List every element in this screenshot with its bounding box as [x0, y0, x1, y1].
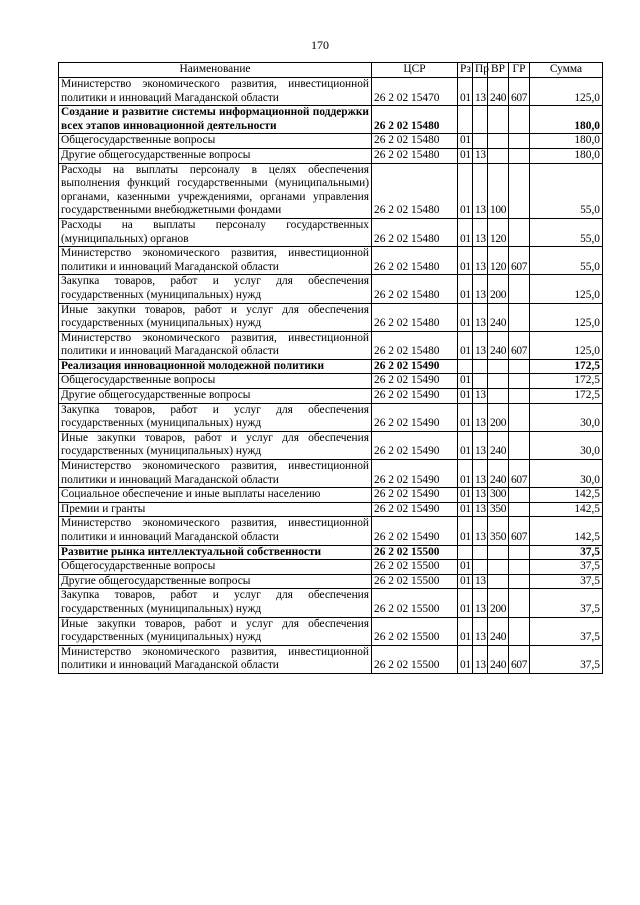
cell-pr: 13	[473, 645, 488, 673]
cell-gr	[509, 488, 530, 503]
header-csr: ЦСР	[372, 63, 458, 78]
cell-sum: 180,0	[530, 106, 603, 134]
cell-gr	[509, 403, 530, 431]
cell-vr: 100	[488, 163, 509, 218]
cell-name: Министерство экономического развития, инвестиционной политики и инноваций Магаданской области	[59, 247, 372, 275]
table-row	[59, 148, 603, 163]
cell-name: Общегосударственные вопросы	[59, 134, 372, 149]
header-rz: Рз	[458, 63, 473, 78]
cell-pr: 13	[473, 617, 488, 645]
table-header-row	[59, 63, 603, 78]
cell-rz	[458, 545, 473, 560]
cell-name: Реализация инновационной молодежной политики	[59, 359, 372, 374]
cell-csr: 26 2 02 15500	[372, 645, 458, 673]
cell-csr: 26 2 02 15490	[372, 460, 458, 488]
cell-sum: 37,5	[530, 560, 603, 575]
cell-csr: 26 2 02 15480	[372, 303, 458, 331]
cell-rz	[458, 106, 473, 134]
cell-sum: 142,5	[530, 488, 603, 503]
cell-rz	[458, 359, 473, 374]
cell-gr: 607	[509, 331, 530, 359]
cell-name: Другие общегосударственные вопросы	[59, 574, 372, 589]
cell-sum: 180,0	[530, 148, 603, 163]
table-row	[59, 134, 603, 149]
cell-gr: 607	[509, 78, 530, 106]
cell-sum: 30,0	[530, 403, 603, 431]
cell-gr	[509, 431, 530, 459]
cell-name: Другие общегосударственные вопросы	[59, 148, 372, 163]
cell-gr: 607	[509, 247, 530, 275]
cell-csr: 26 2 02 15480	[372, 331, 458, 359]
table-row	[59, 374, 603, 389]
table-row	[59, 488, 603, 503]
cell-pr: 13	[473, 502, 488, 517]
table-row	[59, 517, 603, 545]
cell-csr: 26 2 02 15490	[372, 431, 458, 459]
cell-sum: 37,5	[530, 617, 603, 645]
cell-vr	[488, 374, 509, 389]
cell-gr	[509, 303, 530, 331]
cell-vr	[488, 106, 509, 134]
table-row	[59, 78, 603, 106]
cell-vr: 240	[488, 617, 509, 645]
cell-rz: 01	[458, 331, 473, 359]
cell-gr: 607	[509, 645, 530, 673]
cell-rz: 01	[458, 303, 473, 331]
cell-rz: 01	[458, 403, 473, 431]
table-row	[59, 218, 603, 246]
cell-vr: 300	[488, 488, 509, 503]
cell-gr	[509, 617, 530, 645]
cell-vr	[488, 574, 509, 589]
cell-gr	[509, 359, 530, 374]
table-row	[59, 389, 603, 404]
cell-csr: 26 2 02 15500	[372, 617, 458, 645]
cell-csr: 26 2 02 15490	[372, 359, 458, 374]
page-number: 170	[311, 38, 329, 52]
cell-rz: 01	[458, 645, 473, 673]
table-row	[59, 106, 603, 134]
cell-name: Закупка товаров, работ и услуг для обеспечения государственных (муниципальных) нужд	[59, 403, 372, 431]
cell-pr	[473, 359, 488, 374]
cell-gr	[509, 275, 530, 303]
cell-sum: 142,5	[530, 517, 603, 545]
table-row	[59, 403, 603, 431]
cell-name: Министерство экономического развития, инвестиционной политики и инноваций Магаданской области	[59, 78, 372, 106]
cell-rz: 01	[458, 247, 473, 275]
cell-pr: 13	[473, 247, 488, 275]
cell-csr: 26 2 02 15490	[372, 403, 458, 431]
cell-gr	[509, 545, 530, 560]
cell-rz: 01	[458, 460, 473, 488]
cell-name: Министерство экономического развития, инвестиционной политики и инноваций Магаданской области	[59, 460, 372, 488]
cell-rz: 01	[458, 431, 473, 459]
cell-vr: 240	[488, 431, 509, 459]
cell-vr: 200	[488, 589, 509, 617]
cell-pr: 13	[473, 78, 488, 106]
cell-rz: 01	[458, 218, 473, 246]
cell-csr: 26 2 02 15480	[372, 247, 458, 275]
table-row	[59, 275, 603, 303]
cell-pr: 13	[473, 275, 488, 303]
cell-name: Министерство экономического развития, инвестиционной политики и инноваций Магаданской области	[59, 517, 372, 545]
cell-sum: 37,5	[530, 645, 603, 673]
cell-vr: 350	[488, 517, 509, 545]
cell-rz: 01	[458, 502, 473, 517]
cell-sum: 172,5	[530, 359, 603, 374]
cell-sum: 125,0	[530, 78, 603, 106]
header-vr: ВР	[488, 63, 509, 78]
table-row	[59, 574, 603, 589]
header-name: Наименование	[59, 63, 372, 78]
cell-name: Социальное обеспечение и иные выплаты населению	[59, 488, 372, 503]
cell-sum: 172,5	[530, 374, 603, 389]
table-row	[59, 247, 603, 275]
cell-gr	[509, 574, 530, 589]
table-row	[59, 460, 603, 488]
cell-rz: 01	[458, 374, 473, 389]
table-row	[59, 645, 603, 673]
cell-name: Другие общегосударственные вопросы	[59, 389, 372, 404]
cell-name: Общегосударственные вопросы	[59, 560, 372, 575]
cell-gr	[509, 502, 530, 517]
cell-rz: 01	[458, 148, 473, 163]
cell-csr: 26 2 02 15480	[372, 275, 458, 303]
cell-pr	[473, 545, 488, 560]
cell-pr: 13	[473, 574, 488, 589]
cell-csr: 26 2 02 15480	[372, 148, 458, 163]
cell-rz: 01	[458, 78, 473, 106]
cell-sum: 55,0	[530, 247, 603, 275]
header-sum: Сумма	[530, 63, 603, 78]
cell-csr: 26 2 02 15470	[372, 78, 458, 106]
cell-sum: 172,5	[530, 389, 603, 404]
cell-csr: 26 2 02 15500	[372, 560, 458, 575]
cell-pr: 13	[473, 488, 488, 503]
cell-pr: 13	[473, 460, 488, 488]
cell-rz: 01	[458, 163, 473, 218]
cell-csr: 26 2 02 15490	[372, 517, 458, 545]
cell-vr: 240	[488, 303, 509, 331]
cell-name: Иные закупки товаров, работ и услуг для обеспечения государственных (муниципальных) нужд	[59, 617, 372, 645]
cell-name: Министерство экономического развития, инвестиционной политики и инноваций Магаданской области	[59, 331, 372, 359]
table-row	[59, 560, 603, 575]
cell-gr	[509, 374, 530, 389]
cell-rz: 01	[458, 574, 473, 589]
cell-pr: 13	[473, 303, 488, 331]
cell-pr: 13	[473, 163, 488, 218]
cell-vr	[488, 148, 509, 163]
cell-vr: 240	[488, 460, 509, 488]
cell-vr: 240	[488, 78, 509, 106]
cell-vr: 240	[488, 645, 509, 673]
cell-gr: 607	[509, 460, 530, 488]
cell-pr	[473, 134, 488, 149]
cell-vr	[488, 560, 509, 575]
table-row	[59, 545, 603, 560]
table-row	[59, 589, 603, 617]
cell-vr: 200	[488, 275, 509, 303]
cell-pr	[473, 560, 488, 575]
cell-name: Создание и развитие системы информационной поддержки всех этапов инновационной деятельности	[59, 106, 372, 134]
table-row	[59, 431, 603, 459]
cell-name: Общегосударственные вопросы	[59, 374, 372, 389]
budget-table	[58, 62, 603, 674]
table-row	[59, 303, 603, 331]
cell-name: Премии и гранты	[59, 502, 372, 517]
cell-vr: 120	[488, 247, 509, 275]
cell-csr: 26 2 02 15480	[372, 218, 458, 246]
table-row	[59, 359, 603, 374]
cell-vr: 120	[488, 218, 509, 246]
cell-sum: 125,0	[530, 275, 603, 303]
cell-pr	[473, 106, 488, 134]
cell-pr: 13	[473, 589, 488, 617]
cell-pr: 13	[473, 331, 488, 359]
table-row	[59, 163, 603, 218]
cell-pr: 13	[473, 517, 488, 545]
cell-pr: 13	[473, 148, 488, 163]
cell-name: Закупка товаров, работ и услуг для обеспечения государственных (муниципальных) нужд	[59, 589, 372, 617]
cell-pr	[473, 374, 488, 389]
cell-rz: 01	[458, 488, 473, 503]
cell-vr	[488, 389, 509, 404]
cell-gr	[509, 106, 530, 134]
table-row	[59, 331, 603, 359]
cell-sum: 55,0	[530, 218, 603, 246]
cell-vr: 200	[488, 403, 509, 431]
cell-csr: 26 2 02 15490	[372, 488, 458, 503]
cell-gr: 607	[509, 517, 530, 545]
cell-vr	[488, 545, 509, 560]
cell-sum: 37,5	[530, 545, 603, 560]
cell-gr	[509, 389, 530, 404]
cell-rz: 01	[458, 134, 473, 149]
cell-sum: 37,5	[530, 574, 603, 589]
cell-pr: 13	[473, 218, 488, 246]
cell-sum: 30,0	[530, 431, 603, 459]
cell-name: Иные закупки товаров, работ и услуг для обеспечения государственных (муниципальных) нужд	[59, 431, 372, 459]
cell-rz: 01	[458, 617, 473, 645]
cell-pr: 13	[473, 403, 488, 431]
cell-csr: 26 2 02 15490	[372, 389, 458, 404]
cell-rz: 01	[458, 560, 473, 575]
cell-name: Иные закупки товаров, работ и услуг для обеспечения государственных (муниципальных) нужд	[59, 303, 372, 331]
cell-vr	[488, 134, 509, 149]
cell-name: Министерство экономического развития, инвестиционной политики и инноваций Магаданской области	[59, 645, 372, 673]
cell-gr	[509, 163, 530, 218]
cell-csr: 26 2 02 15500	[372, 574, 458, 589]
cell-sum: 142,5	[530, 502, 603, 517]
cell-csr: 26 2 02 15480	[372, 106, 458, 134]
cell-csr: 26 2 02 15480	[372, 163, 458, 218]
cell-vr: 350	[488, 502, 509, 517]
cell-sum: 125,0	[530, 331, 603, 359]
table-body	[59, 78, 603, 674]
cell-csr: 26 2 02 15500	[372, 545, 458, 560]
cell-gr	[509, 560, 530, 575]
cell-gr	[509, 148, 530, 163]
cell-sum: 30,0	[530, 460, 603, 488]
cell-rz: 01	[458, 517, 473, 545]
cell-csr: 26 2 02 15490	[372, 374, 458, 389]
cell-csr: 26 2 02 15480	[372, 134, 458, 149]
header-pr: Пр	[473, 63, 488, 78]
cell-rz: 01	[458, 589, 473, 617]
cell-name: Закупка товаров, работ и услуг для обеспечения государственных (муниципальных) нужд	[59, 275, 372, 303]
cell-pr: 13	[473, 431, 488, 459]
cell-rz: 01	[458, 275, 473, 303]
cell-vr	[488, 359, 509, 374]
cell-rz: 01	[458, 389, 473, 404]
cell-sum: 55,0	[530, 163, 603, 218]
cell-csr: 26 2 02 15490	[372, 502, 458, 517]
cell-gr	[509, 218, 530, 246]
cell-name: Развитие рынка интеллектуальной собственности	[59, 545, 372, 560]
cell-csr: 26 2 02 15500	[372, 589, 458, 617]
cell-name: Расходы на выплаты персоналу государственных (муниципальных) органов	[59, 218, 372, 246]
cell-sum: 125,0	[530, 303, 603, 331]
cell-gr	[509, 134, 530, 149]
table-row	[59, 617, 603, 645]
cell-sum: 180,0	[530, 134, 603, 149]
header-gr: ГР	[509, 63, 530, 78]
cell-gr	[509, 589, 530, 617]
cell-vr: 240	[488, 331, 509, 359]
cell-sum: 37,5	[530, 589, 603, 617]
cell-name: Расходы на выплаты персоналу в целях обеспечения выполнения функций государственными (муниципальными) органами, казенными учреждениями, органами управления государственными внебюджетными фондами	[59, 163, 372, 218]
table-row	[59, 502, 603, 517]
cell-pr: 13	[473, 389, 488, 404]
